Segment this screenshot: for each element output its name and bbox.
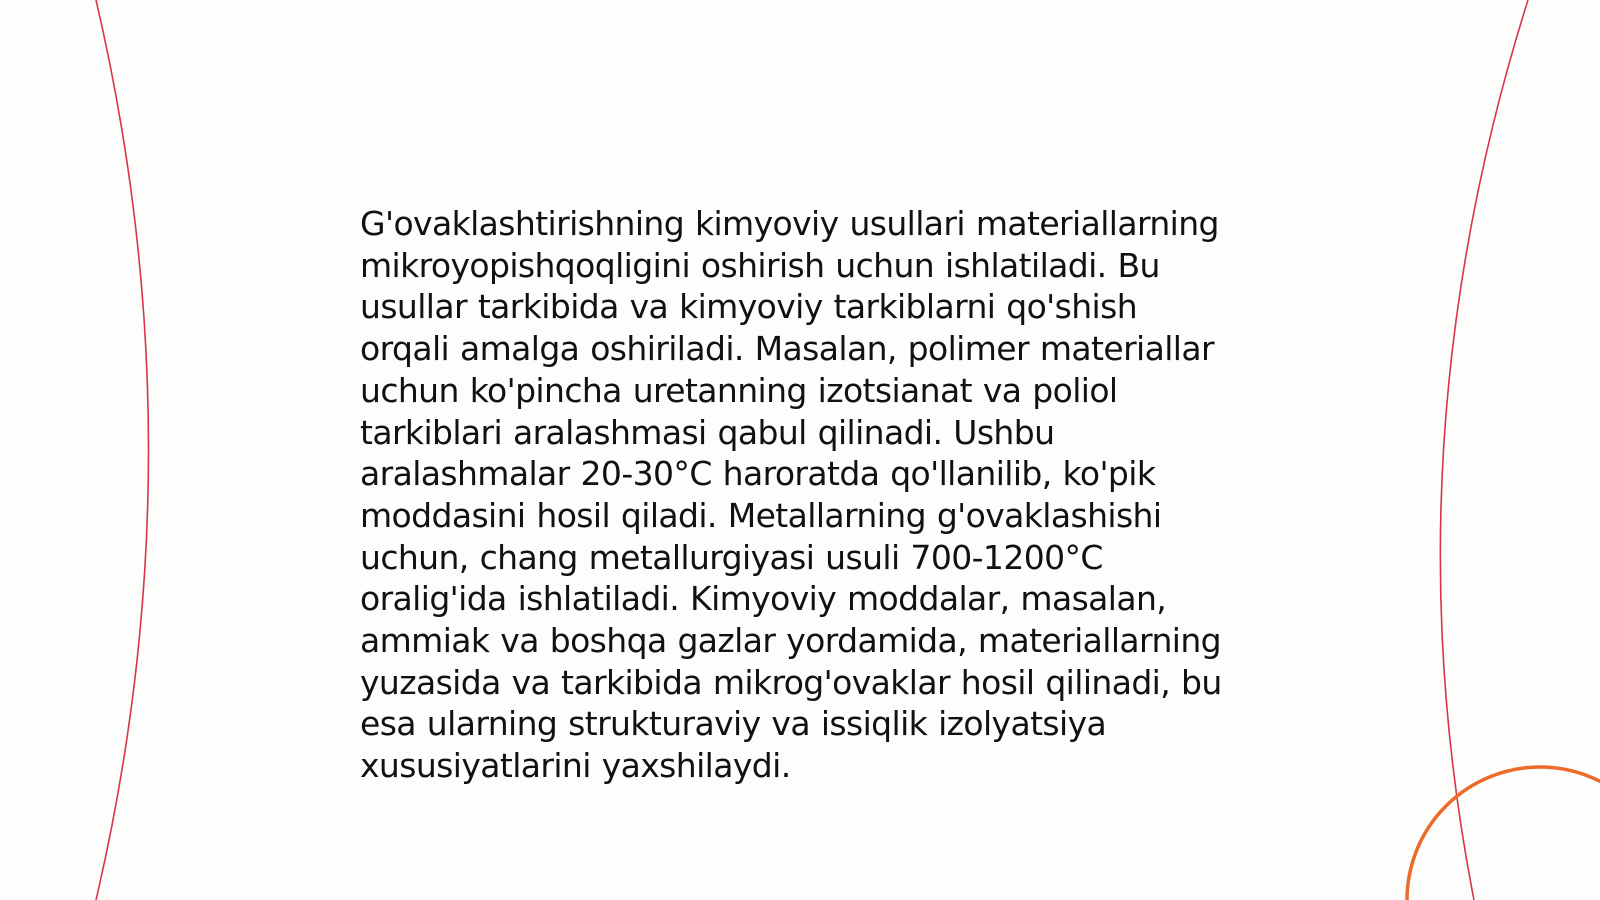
paragraph-line: usullar tarkibida va kimyoviy tarkiblarni qo'shish [360,287,1138,327]
paragraph-line: yuzasida va tarkibida mikrog'ovaklar hosil qilinadi, bu [360,662,1222,702]
paragraph-line: tarkiblari aralashmasi qabul qilinadi. Ushbu [360,412,1055,452]
paragraph-line: G'ovaklashtirishning kimyoviy usullari materiallarning [360,204,1219,243]
paragraph-line: uchun, chang metallurgiyasi usuli 700-1200°C [360,537,1103,577]
paragraph-line: esa ularning strukturaviy va issiqlik izolyatsiya [360,704,1107,744]
paragraph-line: moddasini hosil qiladi. Metallarning g'ovaklashishi [360,495,1162,535]
paragraph-line: uchun ko'pincha uretanning izotsianat va poliol [360,370,1118,410]
paragraph-line: oralig'ida ishlatiladi. Kimyoviy moddalar, masalan, [360,579,1167,619]
right-curve-line [1440,0,1528,900]
paragraph-line: orqali amalga oshiriladi. Masalan, polimer materiallar [360,329,1214,369]
paragraph-line: aralashmalar 20-30°C haroratda qo'llanilib, ko'pik [360,454,1156,494]
left-curve-line [96,0,149,900]
paragraph-line: ammiak va boshqa gazlar yordamida, materiallarning [360,621,1221,661]
body-paragraph [360,203,1240,787]
orange-accent-circle [1407,767,1600,900]
paragraph-line: xususiyatlarini yaxshilaydi. [360,746,791,786]
paragraph-line: mikroyopishqoqligini oshirish uchun ishlatiladi. Bu [360,245,1160,285]
